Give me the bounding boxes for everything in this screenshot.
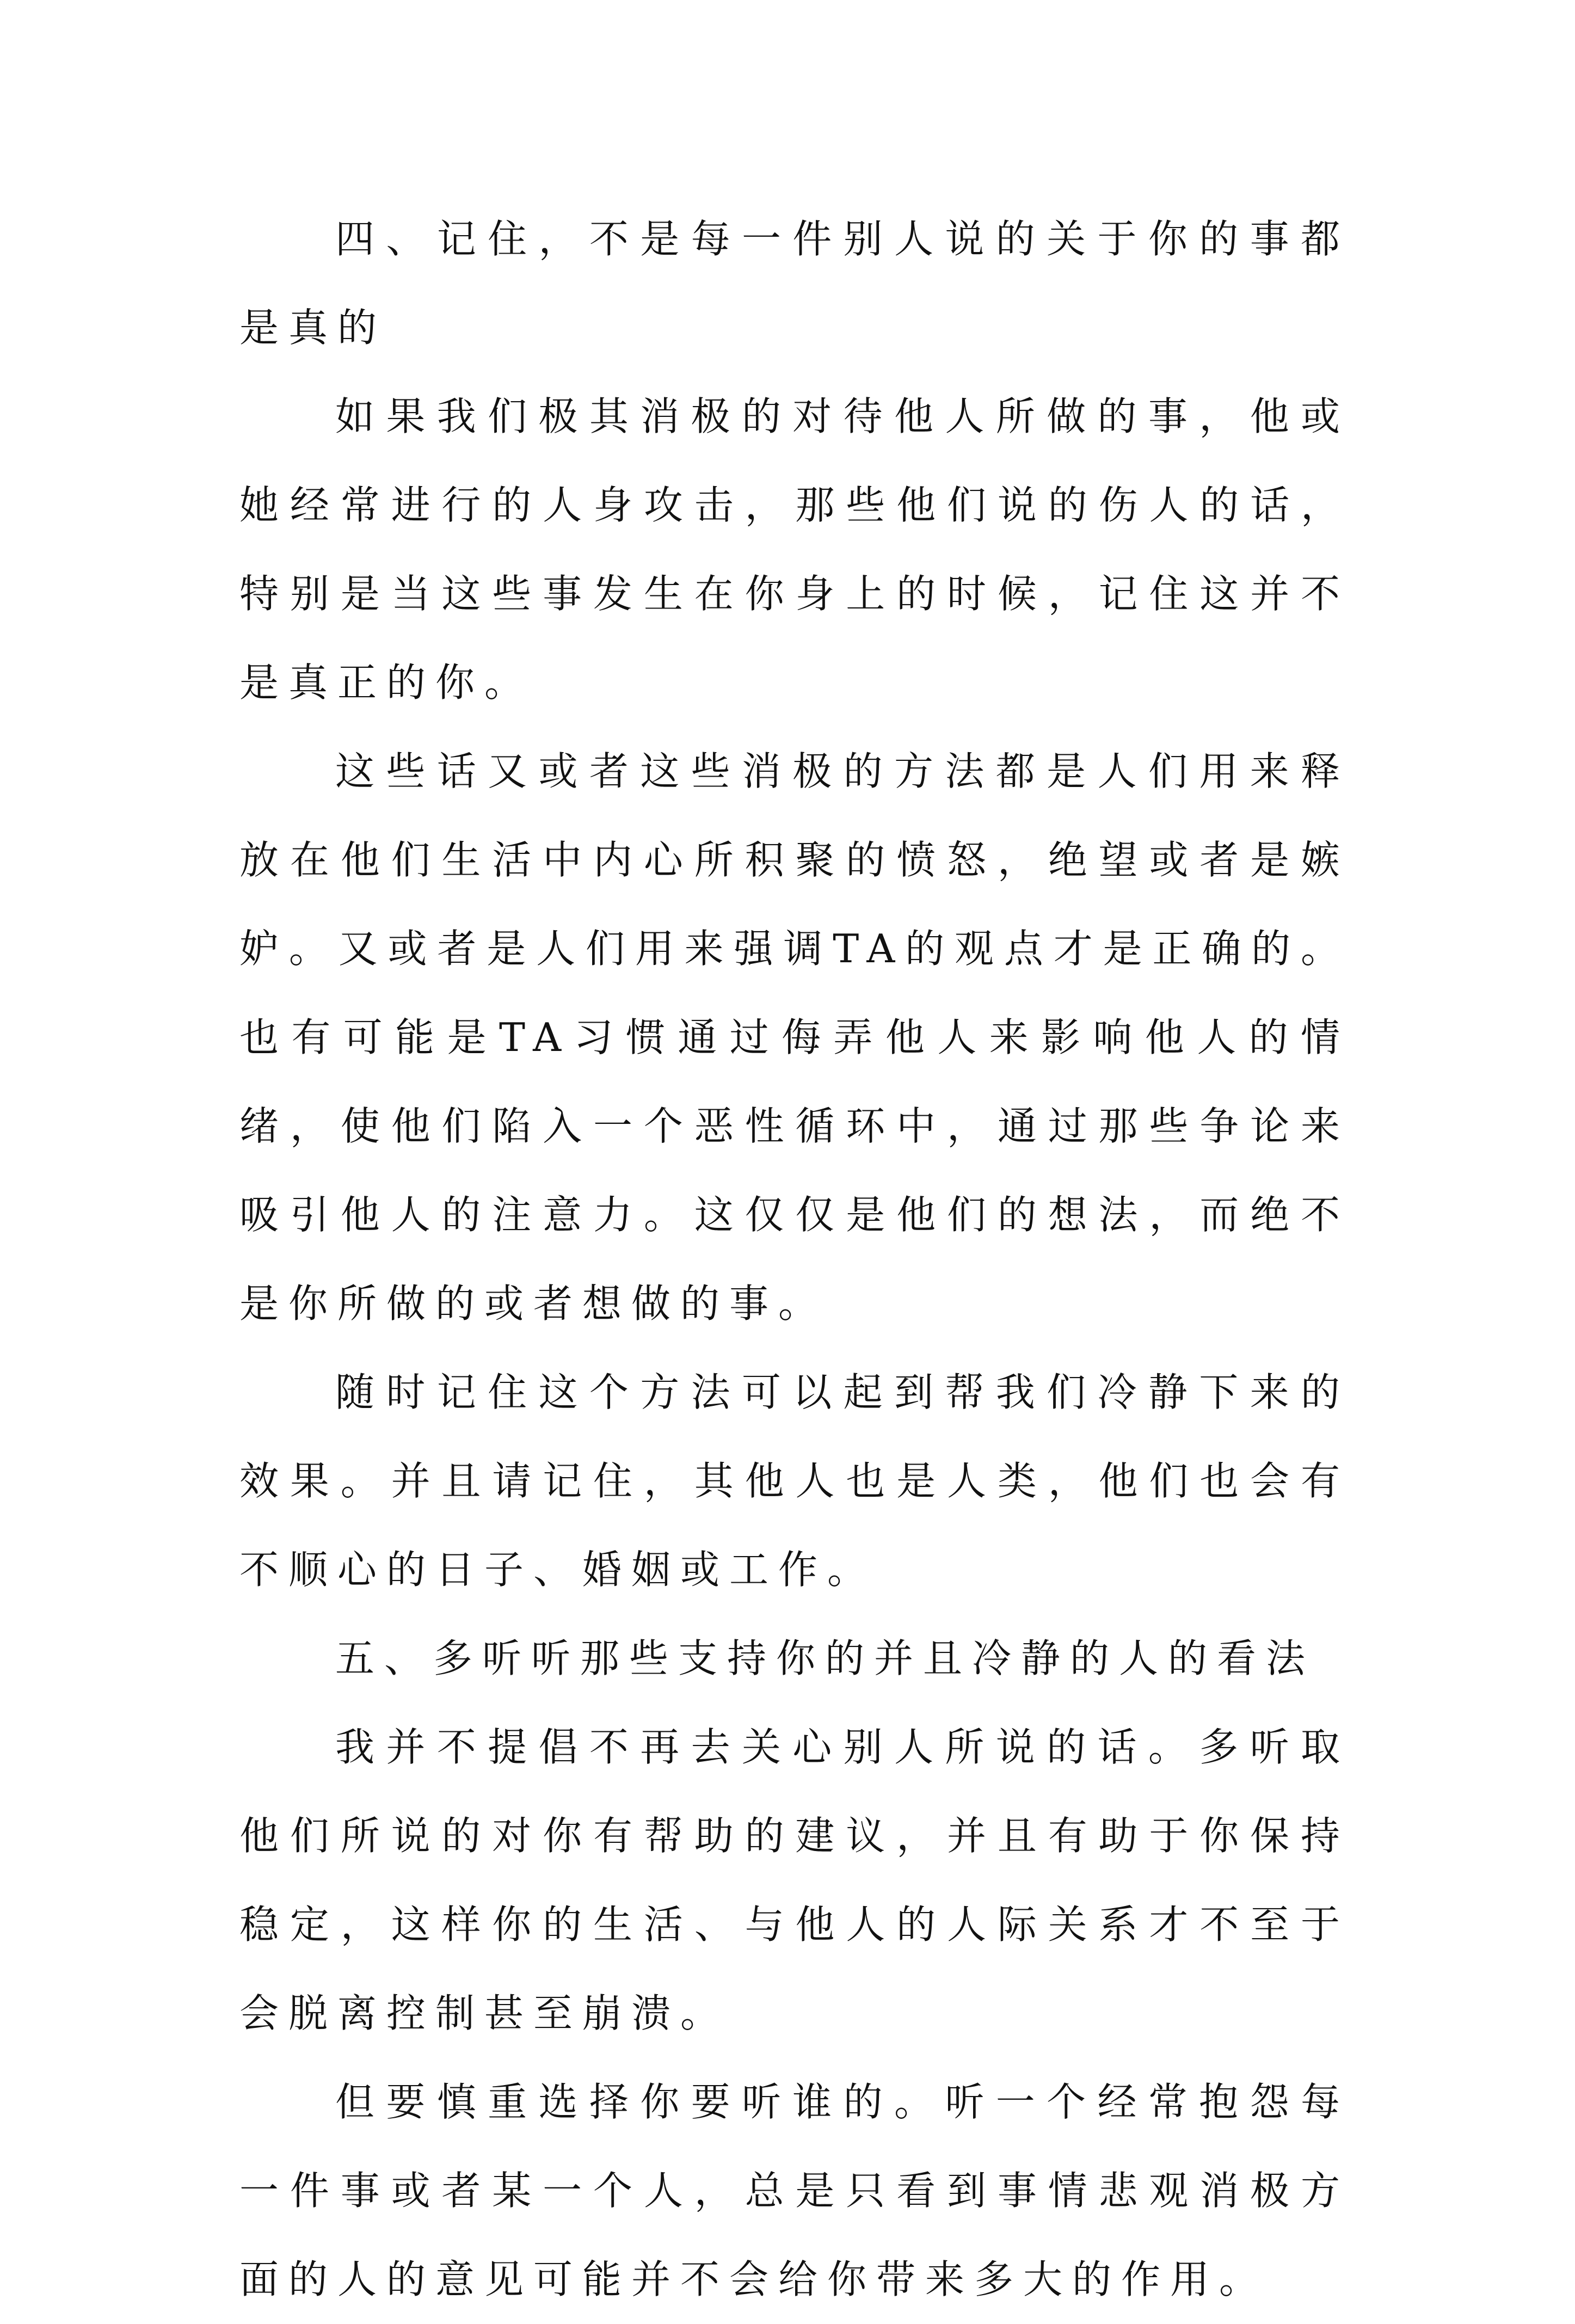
section-heading-4: 四、记住，不是每一件别人说的关于你的事都是真的 bbox=[239, 216, 1350, 351]
document-body bbox=[239, 195, 1350, 2324]
body-paragraph: 如果我们极其消极的对待他人所做的事，他或她经常进行的人身攻击，那些他们说的伤人的话，特别是当这些事发生在你身上的时候，记住这并不是真正的你。 bbox=[239, 394, 1350, 705]
body-paragraph: 随时记住这个方法可以起到帮我们冷静下来的效果。并且请记住，其他人也是人类，他们也会有不顺心的日子、婚姻或工作。 bbox=[239, 1369, 1350, 1593]
body-paragraph: 但要慎重选择你要听谁的。听一个经常抱怨每一件事或者某一个人，总是只看到事情悲观消极方面的人的意见可能并不会给你带来多大的作用。 bbox=[239, 2079, 1350, 2302]
section-heading-5: 五、多听听那些支持你的并且冷静的人的看法 bbox=[335, 1636, 1315, 1681]
body-paragraph: 这些话又或者这些消极的方法都是人们用来释放在他们生活中内心所积聚的愤怒，绝望或者是嫉妒。又或者是人们用来强调TA的观点才是正确的。也有可能是TA习惯通过侮弄他人来影响他人的情绪，使他们陷入一个恶性循环中，通过那些争论来吸引他人的注意力。这仅仅是他们的想法，而绝不是你所做的或者想做的事。 bbox=[239, 748, 1350, 1326]
body-paragraph: 我并不提倡不再去关心别人所说的话。多听取他们所说的对你有帮助的建议，并且有助于你保持稳定，这样你的生活、与他人的人际关系才不至于会脱离控制甚至崩溃。 bbox=[239, 1724, 1350, 2036]
